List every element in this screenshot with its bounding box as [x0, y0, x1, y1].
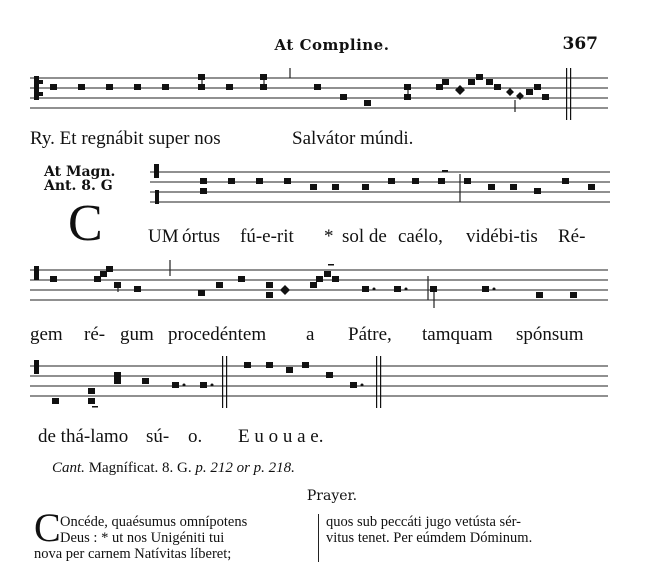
page-number: 367 — [562, 34, 598, 54]
column-divider — [318, 514, 319, 562]
syllable: sol de — [342, 226, 387, 247]
syllable: ré- — [84, 324, 106, 345]
syllable: gum — [120, 324, 154, 345]
prayer-initial: C — [34, 505, 61, 550]
canticle-ref2: p. 218. — [253, 460, 295, 476]
prayer-left-line: Oncéde, quaésumus omnípotens — [60, 514, 248, 530]
syllable: spónsum — [516, 324, 584, 345]
drop-initial: C — [68, 195, 103, 252]
syllable: fú-e-rit — [240, 226, 294, 247]
syllable: Pátre, — [348, 324, 392, 345]
antiphon-label-line1: At Magn. — [44, 164, 116, 180]
responsory-syllable: Salvátor múndi. — [292, 128, 414, 149]
syllable: procedéntem — [168, 324, 267, 345]
canticle-reference — [52, 460, 295, 477]
syllable: tamquam — [422, 324, 493, 345]
responsory-syllable: Ry. Et regnábit super nos — [30, 128, 221, 149]
prayer-title: Prayer. — [306, 488, 358, 504]
prayer-right-line: quos sub peccáti jugo vetústa sér- — [326, 514, 522, 530]
page-title: At Compline. — [274, 36, 390, 54]
syllable: a — [306, 324, 315, 345]
syllable: vidébi-tis — [466, 226, 538, 247]
prayer-right-line: vitus tenet. Per eúmdem Dóminum. — [326, 530, 533, 546]
canticle-label: Cant. — [52, 460, 85, 476]
syllable: o. — [188, 426, 203, 447]
syllable: gem — [30, 324, 63, 345]
canticle-text: Magníficat. 8. G. — [88, 460, 192, 476]
syllable: caélo, — [398, 226, 443, 247]
chant-staff-1 — [30, 68, 610, 120]
chant-staff-4 — [30, 356, 610, 408]
prayer-left-line: Deus : * ut nos Unigéniti tui — [60, 530, 225, 546]
chant-staff-2 — [150, 162, 610, 214]
syllable: E u o u a e. — [238, 426, 324, 447]
syllable: de thá-lamo — [38, 426, 129, 447]
prayer-left-line: nova per carnem Natívitas líberet; — [34, 546, 232, 562]
syllable: órtus — [182, 226, 220, 247]
syllable: sú- — [146, 426, 170, 447]
canticle-or: or — [236, 460, 250, 476]
antiphon-label-line2: Ant. 8. G — [44, 178, 113, 194]
syllable: * — [324, 226, 334, 247]
chant-staff-3 — [30, 260, 610, 312]
syllable: UM — [148, 226, 179, 247]
syllable: Ré- — [558, 226, 586, 247]
canticle-ref1: p. 212 — [195, 460, 233, 476]
antiphon-label — [44, 165, 115, 193]
